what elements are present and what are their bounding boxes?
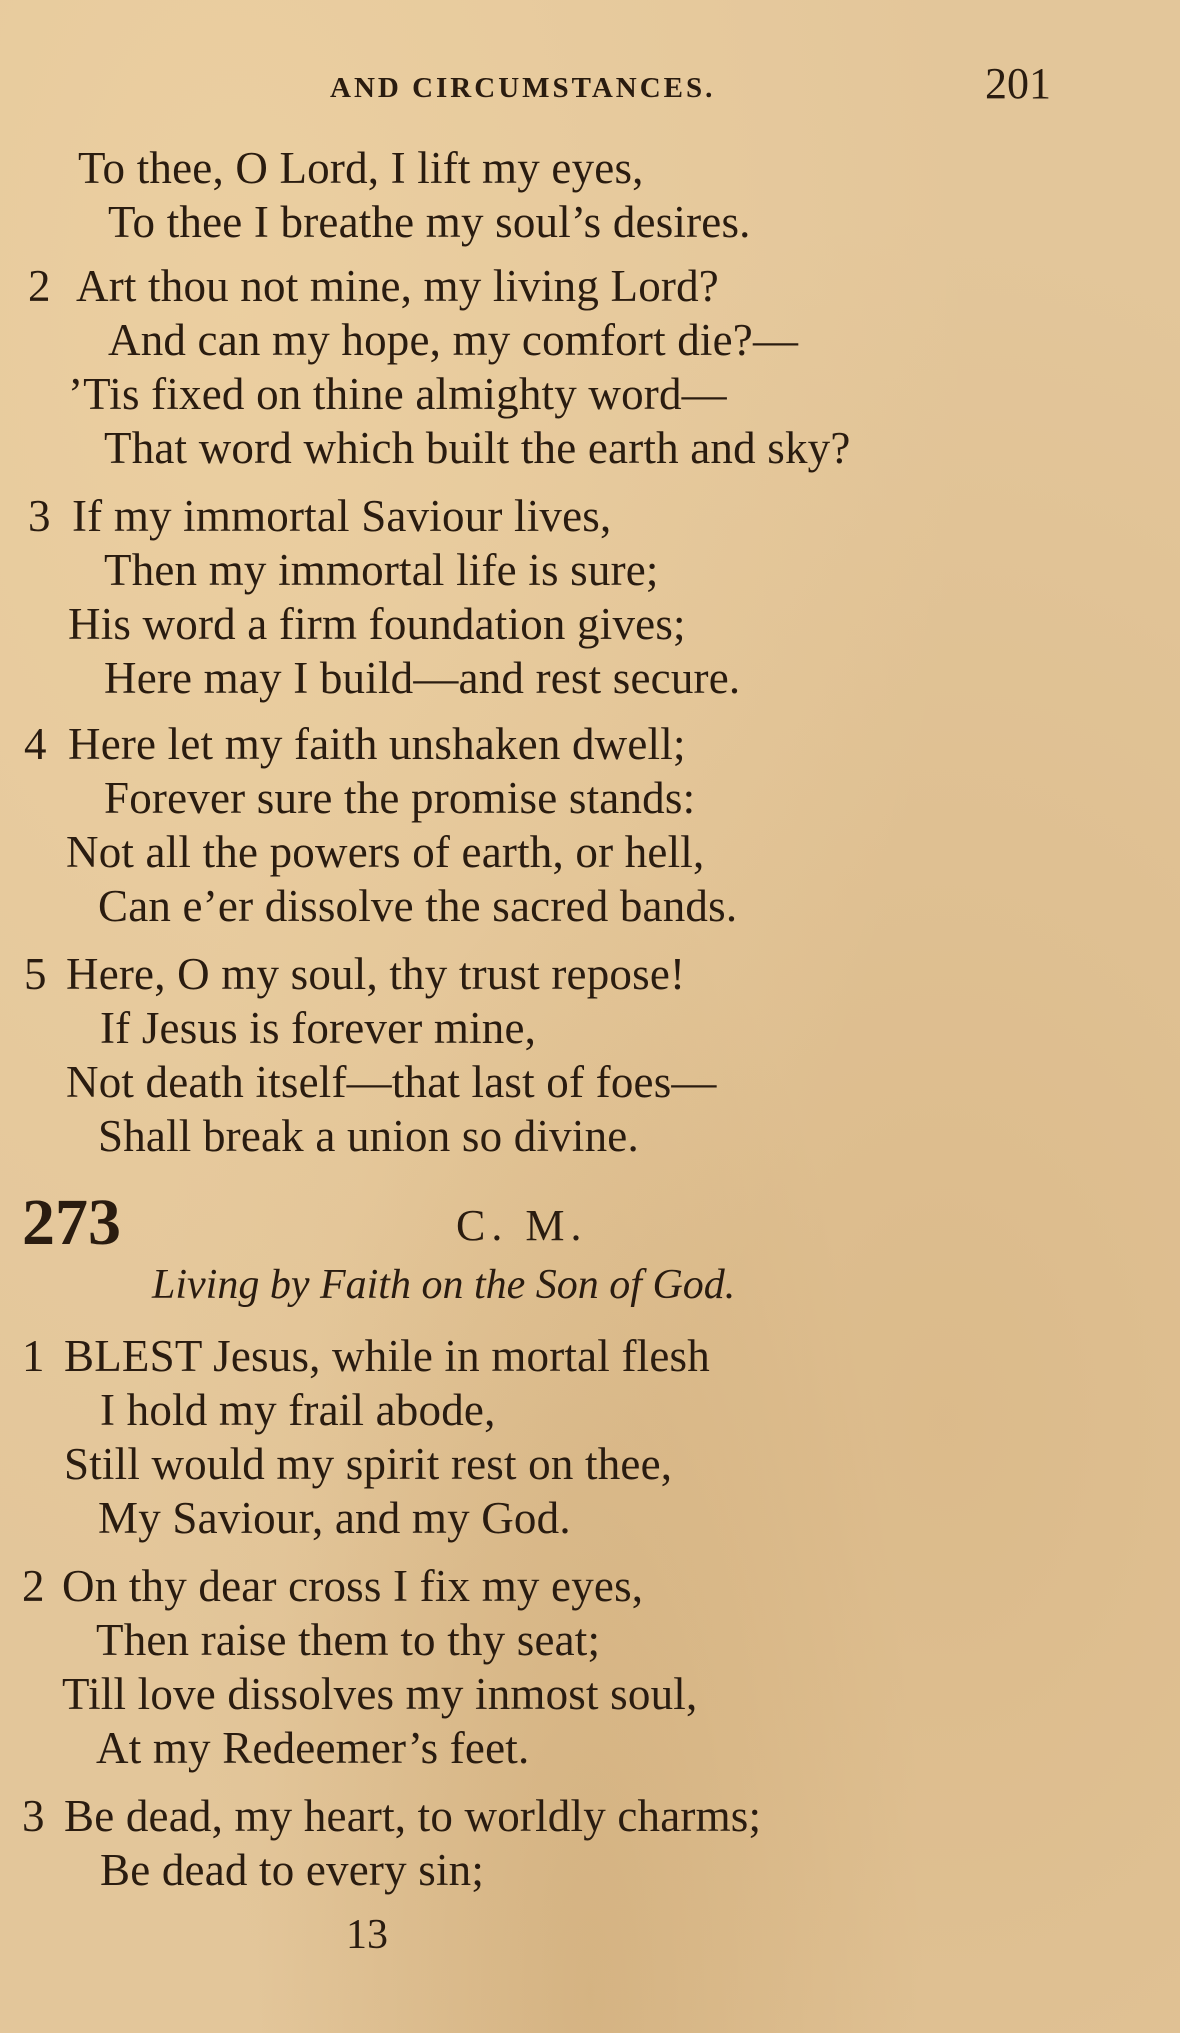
verse-line: BLEST Jesus, while in mortal flesh: [64, 1331, 710, 1381]
verse-line: On thy dear cross I fix my eyes,: [62, 1561, 644, 1611]
signature-mark: 13: [346, 1912, 388, 1958]
verse-line: Then raise them to thy seat;: [96, 1615, 601, 1665]
verse-line: Art thou not mine, my living Lord?: [76, 261, 719, 311]
verse-line: My Saviour, and my God.: [98, 1493, 571, 1543]
verse-line: If Jesus is forever mine,: [100, 1003, 537, 1053]
verse-line: And can my hope, my comfort die?—: [108, 315, 799, 365]
verse-line: If my immortal Saviour lives,: [72, 491, 612, 541]
hymn-number: 273: [22, 1186, 121, 1259]
verse-number: 3: [28, 491, 51, 541]
verse-line: To thee I breathe my soul’s desires.: [108, 197, 751, 247]
verse-line: Can e’er dissolve the sacred bands.: [98, 881, 738, 931]
verse-line: Shall break a union so divine.: [98, 1111, 639, 1161]
verse-number: 5: [24, 949, 47, 999]
verse-line: ’Tis fixed on thine almighty word—: [68, 369, 727, 419]
verse-number: 1: [22, 1331, 45, 1381]
verse-line: Forever sure the promise stands:: [104, 773, 696, 823]
verse-line: Be dead, my heart, to worldly charms;: [64, 1791, 762, 1841]
verse-line: Be dead to every sin;: [100, 1845, 485, 1895]
verse-line: Here, O my soul, thy trust repose!: [66, 949, 686, 999]
verse-number: 2: [28, 261, 51, 311]
verse-number: 2: [22, 1561, 45, 1611]
verse-line: Not death itself—that last of foes—: [66, 1057, 717, 1107]
hymn-title: Living by Faith on the Son of God.: [152, 1262, 736, 1308]
running-title: AND CIRCUMSTANCES.: [330, 72, 716, 104]
verse-line: Here may I build—and rest secure.: [104, 653, 741, 703]
verse-line: At my Redeemer’s feet.: [96, 1723, 530, 1773]
verse-number: 3: [22, 1791, 45, 1841]
verse-line: Then my immortal life is sure;: [104, 545, 659, 595]
verse-line: That word which built the earth and sky?: [104, 423, 851, 473]
verse-line: Still would my spirit rest on thee,: [64, 1439, 673, 1489]
verse-line: I hold my frail abode,: [100, 1385, 496, 1435]
hymn-meter: C. M.: [456, 1201, 588, 1250]
verse-number: 4: [24, 719, 47, 769]
verse-line: To thee, O Lord, I lift my eyes,: [78, 143, 644, 193]
verse-line: Here let my faith unshaken dwell;: [68, 719, 686, 769]
verse-line: His word a firm foundation gives;: [68, 599, 686, 649]
verse-line: Not all the powers of earth, or hell,: [66, 827, 705, 877]
verse-line: Till love dissolves my inmost soul,: [62, 1669, 698, 1719]
page-number: 201: [985, 59, 1051, 108]
